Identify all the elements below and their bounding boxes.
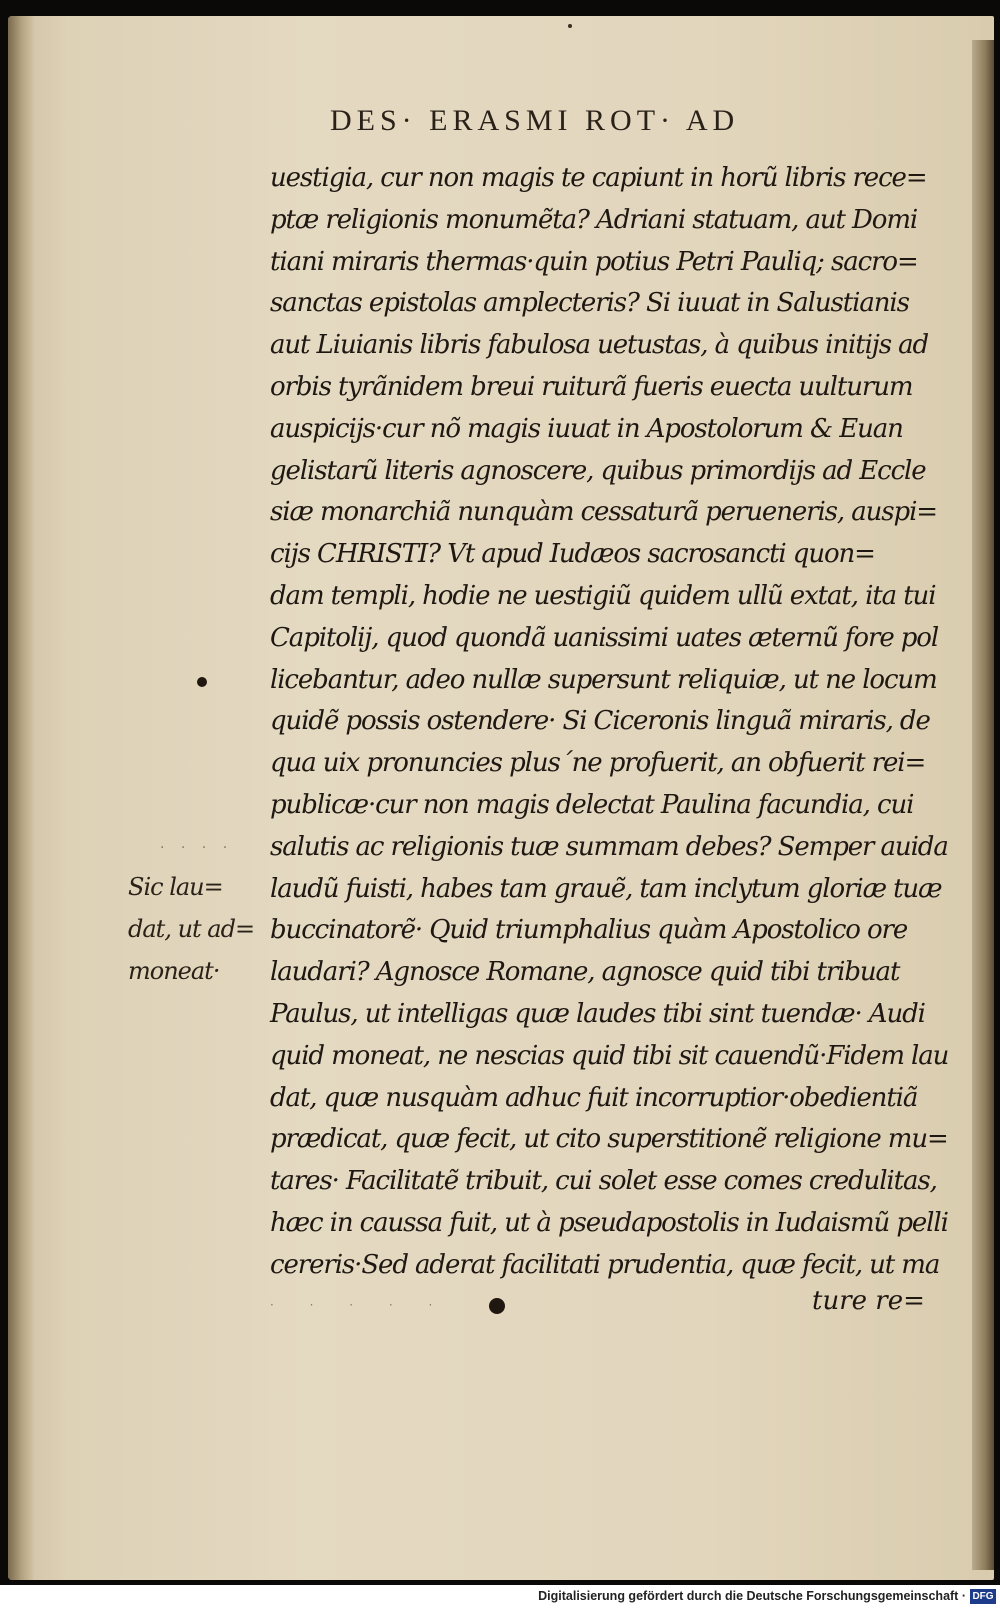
text-line: publicæ·cur non magis delectat Paulina facundia, cui xyxy=(270,789,914,820)
text-line: aut Liuianis libris fabulosa uetustas, à quibus initijs ad xyxy=(270,330,929,361)
text-line: salutis ac religionis tuæ summam debes? Semper auida xyxy=(270,831,948,862)
ink-blot xyxy=(197,677,207,687)
catchword: ture re= xyxy=(812,1286,925,1316)
marginal-note xyxy=(128,866,258,992)
text-line: auspicijs·cur nõ magis iuuat in Apostolorum & Euan xyxy=(270,413,903,444)
dfg-logo-icon: DFG xyxy=(970,1589,996,1604)
text-line: buccinatorẽ· Quid triumphalius quàm Apostolico ore xyxy=(270,915,908,946)
text-line: tiani miraris thermas·quin potius Petri Pauliq; sacro= xyxy=(270,246,918,277)
text-line: laudũ fuisti, habes tam grauẽ, tam inclytum gloriæ tuæ xyxy=(270,873,942,904)
marginal-note-line: moneat· xyxy=(128,957,220,985)
faint-specks: · · · · xyxy=(160,840,234,856)
ink-blot xyxy=(489,1298,505,1314)
marginal-note-line: Sic lau= xyxy=(128,873,223,901)
text-line: licebantur, adeo nullæ supersunt reliquiæ, ut ne locum xyxy=(270,664,937,695)
text-line: dam templi, hodie ne uestigiũ quidem ullũ extat, ita tui xyxy=(270,580,936,611)
digitization-credit: Digitalisierung gefördert durch die Deutsche Forschungsgemeinschaft · xyxy=(538,1589,966,1603)
text-line: siæ monarchiã nunquàm cessaturã perueneris, auspi= xyxy=(270,497,937,528)
text-line: sanctas epistolas amplecteris? Si iuuat in Salustianis xyxy=(270,288,909,319)
text-line: ptæ religionis monumẽta? Adriani statuam, aut Domi xyxy=(270,204,918,235)
binding-gutter xyxy=(8,16,34,1580)
running-head: DES· ERASMI ROT· AD xyxy=(330,104,740,137)
text-line: qua uix pronuncies plus´ne profuerit, an obfuerit rei= xyxy=(270,748,926,779)
text-line: prædicat, quæ fecit, ut cito superstitionẽ religione mu= xyxy=(270,1124,948,1155)
text-line: tares· Facilitatẽ tribuit, cui solet esse comes credulitas, xyxy=(270,1166,937,1197)
text-line: Paulus, ut intelligas quæ laudes tibi sint tuendæ· Audi xyxy=(270,998,925,1029)
ink-speck xyxy=(568,24,572,28)
faint-specks: · · · · · xyxy=(270,1298,449,1312)
text-line: cereris·Sed aderat facilitati prudentia, quæ fecit, ut ma xyxy=(270,1249,940,1280)
text-line: Capitolij, quod quondã uanissimi uates æternũ fore pol xyxy=(270,622,939,653)
body-text xyxy=(270,158,950,1287)
text-line: hæc in caussa fuit, ut à pseudapostolis in Iudaismũ pelli xyxy=(270,1207,948,1238)
text-line: orbis tyrãnidem breui ruiturã fueris euecta uulturum xyxy=(270,371,913,402)
text-line: dat, quæ nusquàm adhuc fuit incorruptior·obedientiã xyxy=(270,1082,918,1113)
text-line: quid moneat, ne nescias quid tibi sit cauendũ·Fidem lau xyxy=(270,1040,949,1071)
marginal-note-line: dat, ut ad= xyxy=(128,915,255,943)
text-line: uestigia, cur non magis te capiunt in horũ libris rece= xyxy=(270,163,927,193)
text-line: quidẽ possis ostendere· Si Ciceronis linguã miraris, de xyxy=(270,706,930,737)
page-fore-edge xyxy=(972,40,994,1570)
text-line: laudari? Agnosce Romane, agnosce quid tibi tribuat xyxy=(270,957,900,988)
text-line: gelistarũ literis agnoscere, quibus primordijs ad Eccle xyxy=(270,455,926,486)
text-line: cijs CHRISTI? Vt apud Iudæos sacrosancti quon= xyxy=(270,539,875,570)
